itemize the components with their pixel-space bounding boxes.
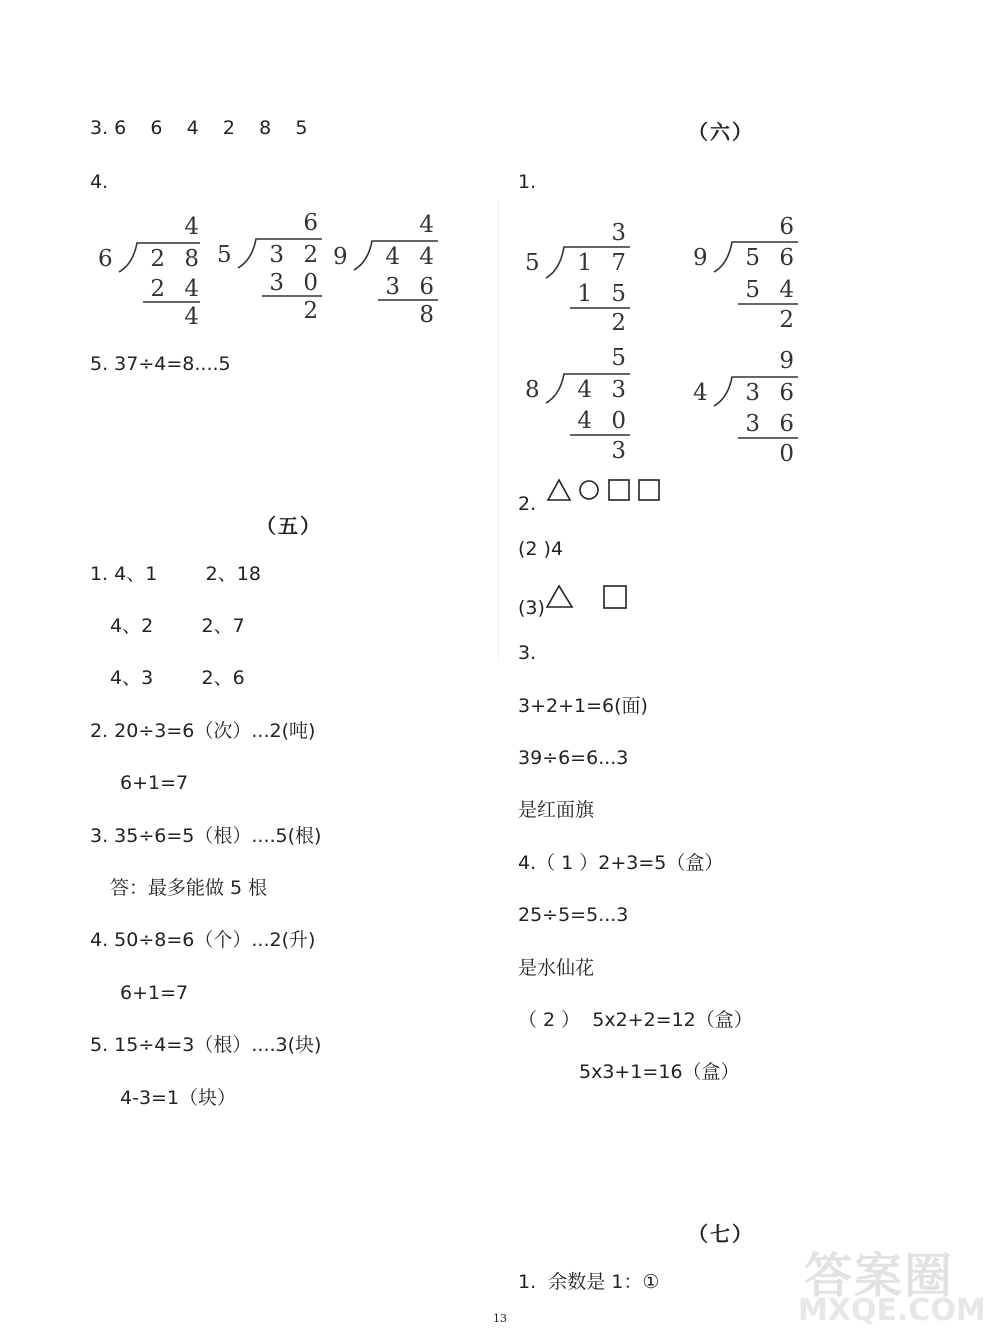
r-answer-2-2: (2 )4 (518, 538, 564, 560)
division-bracket (214, 210, 324, 322)
s5-line-4: 2. 20÷3=6（次）...2(吨) (90, 720, 316, 742)
division-bracket (95, 214, 205, 326)
division-bracket (330, 212, 440, 324)
square-icon (604, 586, 626, 608)
section-heading-5: （五） (256, 514, 322, 538)
s6-line-5: 4.（ 1 ）2+3=5（盒） (518, 852, 724, 874)
dividend: 3 6 (745, 380, 800, 406)
remainder: 0 (779, 441, 800, 467)
answer-3: 3. 6 6 4 2 8 5 (90, 117, 308, 139)
triangle-icon (548, 480, 570, 500)
section-heading-6: （六） (688, 120, 754, 144)
s5-line-5: 6+1=7 (120, 772, 189, 794)
s6-line-1: 3. (518, 642, 537, 664)
square-icon (639, 480, 659, 500)
dividend: 1 7 (577, 250, 632, 276)
s6-line-4: 是红面旗 (518, 799, 595, 821)
s5-line-6: 3. 35÷6=5（根）....5(根) (90, 825, 322, 847)
watermark-url: MXQE.COM (798, 1293, 986, 1328)
page-number: 13 (493, 1312, 507, 1325)
s5-line-8: 4. 50÷8=6（个）...2(升) (90, 929, 316, 951)
circle-icon (580, 481, 598, 499)
shape-answer (544, 583, 634, 611)
long-division-r1 (522, 220, 632, 336)
long-division-r4 (690, 348, 800, 467)
r-answer-2-3: (3) (518, 597, 545, 619)
quotient: 3 (611, 220, 632, 246)
s6-line-3: 39÷6=6...3 (518, 747, 629, 769)
s5-line-10: 5. 15÷4=3（根）....3(块) (90, 1034, 322, 1056)
product: 3 6 (385, 274, 440, 300)
dividend: 4 3 (577, 377, 632, 403)
product: 2 4 (150, 276, 205, 302)
division-bracket (690, 214, 800, 326)
watermark-text: 答案圈 (804, 1248, 955, 1304)
answer-4-label: 4. (90, 171, 109, 193)
watermark-logo (792, 1237, 992, 1327)
s5-line-9: 6+1=7 (120, 982, 189, 1004)
quotient: 9 (779, 348, 800, 374)
division-bracket (690, 348, 800, 460)
remainder: 2 (779, 307, 800, 333)
division-bracket (522, 220, 632, 332)
remainder: 8 (419, 302, 440, 328)
divisor: 5 (525, 250, 540, 276)
product: 1 5 (577, 281, 632, 307)
s6-line-8: （ 2 ） 5x2+2=12（盒） (518, 1009, 753, 1031)
quotient: 6 (303, 210, 324, 236)
remainder: 3 (611, 438, 632, 464)
quotient: 5 (611, 345, 632, 371)
long-division-r2 (690, 214, 800, 333)
shape-sequence (545, 478, 665, 504)
column-divider (498, 200, 499, 660)
s5-line-2: 4、2 2、7 (110, 615, 245, 637)
r7-line-1: 1. 余数是 1：① (518, 1271, 660, 1293)
s6-line-6: 25÷5=5...3 (518, 904, 629, 926)
long-division-r3 (522, 345, 632, 464)
long-division-2 (214, 210, 324, 322)
s5-line-11: 4-3=1（块） (120, 1087, 237, 1109)
division-bracket (522, 345, 632, 457)
long-division-3 (330, 212, 440, 328)
s5-line-7: 答：最多能做 5 根 (110, 877, 268, 899)
dividend: 2 8 (150, 246, 205, 272)
triangle-icon (547, 586, 572, 607)
dividend: 4 4 (385, 244, 440, 270)
r-answer-1-label: 1. (518, 171, 537, 193)
product: 4 0 (577, 408, 632, 434)
divisor: 9 (693, 245, 708, 271)
s6-line-2: 3+2+1=6(面) (518, 695, 648, 717)
square-icon (609, 480, 629, 500)
divisor: 9 (333, 244, 348, 270)
answer-5: 5. 37÷4=8....5 (90, 353, 231, 375)
divisor: 4 (693, 380, 708, 406)
s6-line-9: 5x3+1=16（盒） (579, 1061, 740, 1083)
s6-line-7: 是水仙花 (518, 957, 595, 979)
divisor: 6 (98, 246, 113, 272)
remainder: 2 (611, 310, 632, 336)
s5-line-1: 1. 4、1 2、18 (90, 563, 261, 585)
dividend: 3 2 (269, 242, 324, 268)
remainder: 2 (303, 298, 324, 324)
product: 5 4 (745, 277, 800, 303)
remainder: 4 (184, 304, 205, 330)
quotient: 6 (779, 214, 800, 240)
product: 3 0 (269, 270, 324, 296)
quotient: 4 (419, 212, 440, 238)
divisor: 5 (217, 242, 232, 268)
s5-line-3: 4、3 2、6 (110, 667, 245, 689)
divisor: 8 (525, 377, 540, 403)
r-answer-2-label: 2. (518, 493, 537, 515)
dividend: 5 6 (745, 245, 800, 271)
section-heading-7: （七） (688, 1222, 754, 1246)
long-division-1 (95, 214, 205, 330)
quotient: 4 (184, 214, 205, 240)
product: 3 6 (745, 411, 800, 437)
